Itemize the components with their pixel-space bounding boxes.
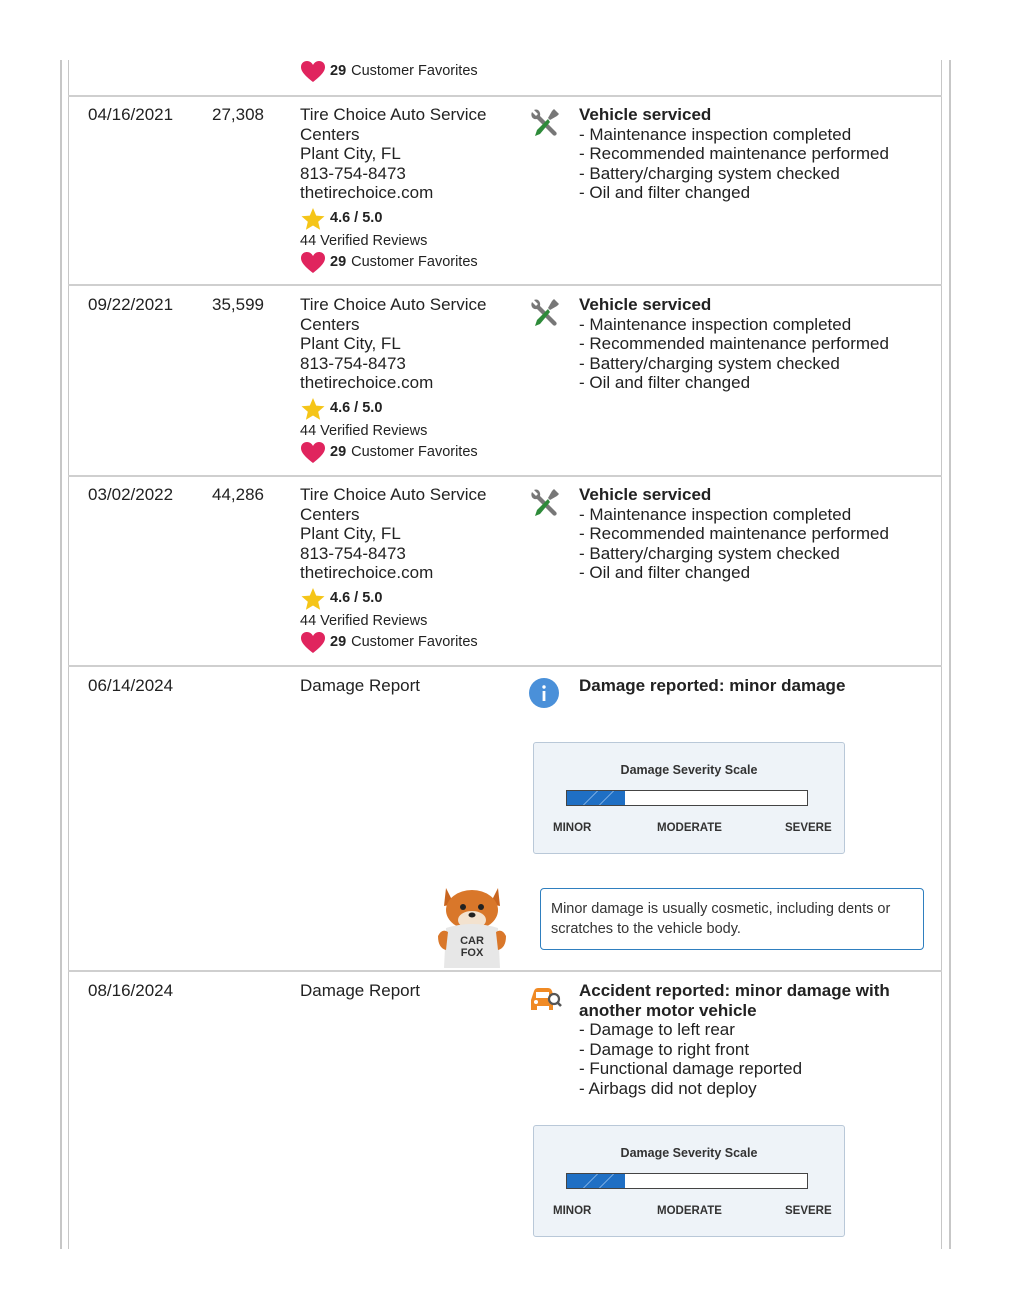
source-website-link[interactable]: thetirechoice.com (300, 373, 434, 392)
heart-icon (300, 251, 326, 275)
left-border-inner (68, 60, 69, 1249)
rating: 4.6 / 5.0 (300, 587, 520, 611)
carfox-mascot (432, 880, 512, 970)
wrench-screwdriver-icon (528, 296, 562, 330)
heart-icon (300, 441, 326, 465)
scale-label-moderate: MODERATE (657, 1205, 722, 1217)
severity-fill (567, 791, 625, 805)
scale-label-severe: SEVERE (785, 1205, 832, 1217)
record-odometer: 35,599 (212, 295, 264, 314)
record-source: Tire Choice Auto Service Centers Plant City, FL 813-754-8473 thetirechoice.com 4.6 / 5.0 44 Verified Reviews 29 Customer Favorites (300, 485, 520, 655)
right-border-inner (941, 60, 942, 1249)
left-border (60, 60, 62, 1249)
scale-label-minor: MINOR (553, 1205, 592, 1217)
source-website-link[interactable]: thetirechoice.com (300, 183, 434, 202)
record-source: Damage Report (300, 676, 421, 695)
record-source: Damage Report (300, 981, 421, 1000)
star-icon (300, 587, 326, 611)
record-date: 09/22/2021 (88, 295, 174, 314)
customer-favorites: 29 Customer Favorites (300, 60, 478, 84)
wrench-screwdriver-icon (528, 106, 562, 140)
scale-label-severe: SEVERE (785, 822, 832, 834)
heart-icon (300, 631, 326, 655)
damage-severity-scale (533, 742, 845, 854)
scale-title: Damage Severity Scale (620, 1146, 758, 1160)
record-comments: Vehicle serviced - Maintenance inspection completed - Recommended maintenance performed - Battery/charging system checked - Oil and filter changed (579, 295, 919, 393)
record-comments: Damage reported: minor damage (579, 676, 846, 695)
verified-reviews[interactable]: 44 Verified Reviews (300, 422, 428, 439)
verified-reviews[interactable]: 44 Verified Reviews (300, 612, 428, 629)
record-date: 08/16/2024 (88, 981, 174, 1000)
record-date: 03/02/2022 (88, 485, 174, 504)
rating: 4.6 / 5.0 (300, 207, 520, 231)
right-border (949, 60, 951, 1249)
record-odometer: 44,286 (212, 485, 264, 504)
row-divider (68, 95, 942, 97)
mascot-text-line-1: CAR (460, 935, 484, 947)
row-divider (68, 970, 942, 972)
record-odometer: 27,308 (212, 105, 264, 124)
customer-favorites: 29 Customer Favorites (300, 251, 520, 275)
scale-label-moderate: MODERATE (657, 822, 722, 834)
damage-info-tooltip: Minor damage is usually cosmetic, including dents or scratches to the vehicle body. (540, 888, 924, 950)
record-date: 06/14/2024 (88, 676, 174, 695)
customer-favorites: 29 Customer Favorites (300, 441, 520, 465)
scale-title: Damage Severity Scale (620, 763, 758, 777)
severity-bar (566, 790, 808, 806)
row-divider (68, 665, 942, 667)
damage-severity-scale (533, 1125, 845, 1237)
car-accident-icon (528, 984, 562, 1014)
record-comments: Accident reported: minor damage with another motor vehicle - Damage to left rear - Damage to right front - Functional damage reported - Airbags did not deploy (579, 981, 919, 1098)
mascot-text-line-2: FOX (460, 947, 484, 959)
verified-reviews[interactable]: 44 Verified Reviews (300, 232, 428, 249)
heart-icon (300, 60, 326, 84)
info-icon (528, 677, 560, 709)
row-divider (68, 284, 942, 286)
scale-label-minor: MINOR (553, 822, 592, 834)
severity-fill (567, 1174, 625, 1188)
record-date: 04/16/2021 (88, 105, 174, 124)
rating: 4.6 / 5.0 (300, 397, 520, 421)
record-comments: Vehicle serviced - Maintenance inspection completed - Recommended maintenance performed - Battery/charging system checked - Oil and filter changed (579, 485, 919, 583)
record-source: Tire Choice Auto Service Centers Plant City, FL 813-754-8473 thetirechoice.com 4.6 / 5.0 44 Verified Reviews 29 Customer Favorites (300, 105, 520, 275)
source-website-link[interactable]: thetirechoice.com (300, 563, 434, 582)
record-source: Tire Choice Auto Service Centers Plant City, FL 813-754-8473 thetirechoice.com 4.6 / 5.0 44 Verified Reviews 29 Customer Favorites (300, 295, 520, 465)
record-comments: Vehicle serviced - Maintenance inspection completed - Recommended maintenance performed - Battery/charging system checked - Oil and filter changed (579, 105, 919, 203)
severity-bar (566, 1173, 808, 1189)
row-divider (68, 475, 942, 477)
star-icon (300, 207, 326, 231)
wrench-screwdriver-icon (528, 486, 562, 520)
star-icon (300, 397, 326, 421)
customer-favorites: 29 Customer Favorites (300, 631, 520, 655)
